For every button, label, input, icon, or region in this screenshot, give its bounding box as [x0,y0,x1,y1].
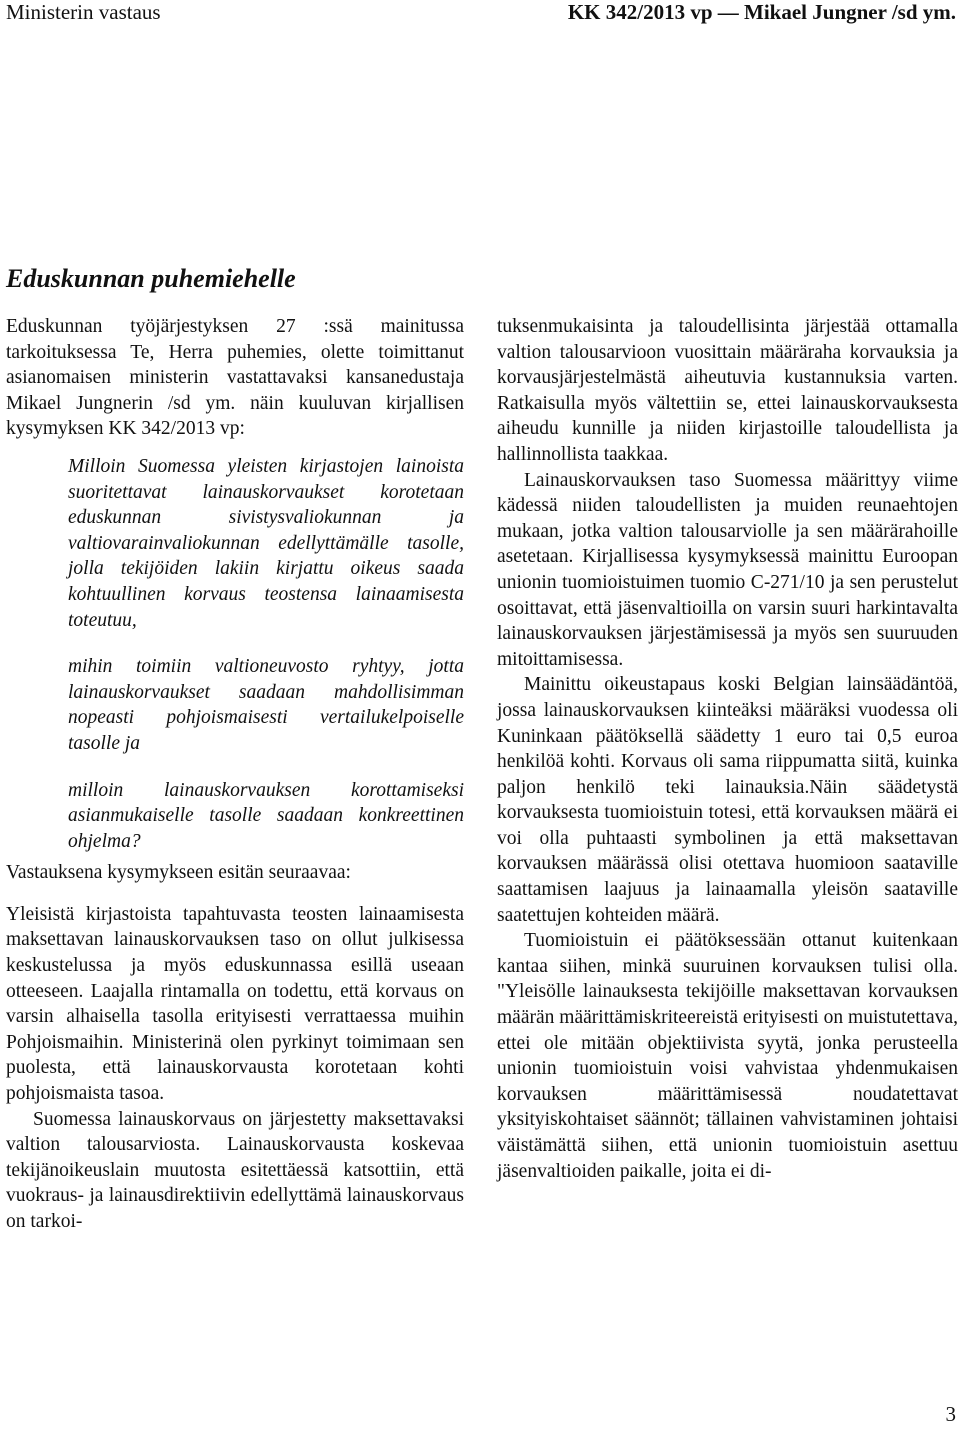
intro-paragraph: Eduskunnan työjärjestyksen 27 :ssä mainitussa tarkoituksessa Te, Herra puhemies, olette toimittanut asianomaisen ministerin vastattavaksi kansanedustaja Mikael Jungnerin /sd ym. näin kuuluvan kirjallisen kysymyksen KK 342/2013 vp: [6,316,464,440]
left-column [6,314,464,1235]
answer-lead: Vastauksena kysymykseen esitän seuraavaa: [6,862,351,884]
right-paragraph-1: tuksenmukaisinta ja taloudellisinta järjestää ottamalla valtion talousarvioon vuosittain määräraha korvauksia ja korvausjärjestelmästä aiheutuvia kustannuksia varten. Ratkaisulla myös vältettiin se, ettei lainauskorvauksesta aiheudu kunnille ja niiden kirjastoille taloudellista ja hallinnollista taakkaa. [497,316,958,465]
answer-paragraph-1: Yleisistä kirjastoista tapahtuvasta teosten lainaamisesta maksettavan lainauskorvauksen taso on ollut julkisessa keskustelussa ja myös eduskunnassa esillä useaan otteeseen. Laajalla rintamalla on todettu, että korvaus on varsin alhaisella tasolla erityisesti verrattaessa muihin Pohjoismaihin. Ministerinä olen pyrkinyt toimimaan sen puolesta, että lainauskorvausta korotetaan kohti pohjoismaista tasoa. [6,903,464,1105]
page-title: Eduskunnan puhemiehelle [6,264,296,293]
right-paragraph-2: Lainauskorvauksen taso Suomessa määrittyy viime kädessä niiden taloudellisten ja muiden reunaehtojen mukaan, jotka valtion talousarviolle ja sen määrärahoille asetetaan. Kirjallisessa kysymyksessä mainittu Euroopan unionin tuomioistuimen tuomio C-271/10 ja sen perustelut osoittavat, että jäsenvaltioilla on varsin suuri harkintavalta lainauskorvauksen järjestämisessä ja myös sen suuruuden mitoittamisessa. [497,469,958,670]
page-number: 3 [945,1402,956,1426]
question-2: mihin toimiin valtioneuvosto ryhtyy, jotta lainauskorvaukset saadaan mahdollisimman nopeasti pohjoismaisesti vertailukelpoiselle tasolle ja [68,656,464,754]
running-header-left: Ministerin vastaus [6,0,161,24]
question-1: Milloin Suomessa yleisten kirjastojen lainoista suoritettavat lainauskorvaukset korotetaan eduskunnan sivistysvaliokunnan ja valtiovarainvaliokunnan edellyttämälle tasolle, jolla tekijöiden lakiin kirjattu oikeus saada kohtuullinen korvaus teostensa lainaamisesta toteutuu, [68,455,464,631]
right-paragraph-3: Mainittu oikeustapaus koski Belgian lainsäädäntöä, jossa lainauskorvauksen kiinteäksi määräksi vuodessa oli Kuninkaan päätöksellä säädetty 1 euro tai 0,5 euroa henkilöä kohti. Korvaus oli sama riippumatta siitä, kuinka paljon henkilö teki lainauksia.Näin säädetystä korvauksesta tuomioistuin totesi, että korvauksen määrä ei voi olla puhtaasti symbolinen ja että maksettavan korvauksen määrässä olisi otettava huomioon saataville saattamisen laajuus ja lainaamalla yleisön saataville saatettujen kohteiden määrä. [497,674,958,926]
answer-paragraph-2: Suomessa lainauskorvaus on järjestetty maksettavaksi valtion talousarviosta. Lainauskorvausta koskevaa tekijänoikeuslain muutosta esitettäessä katsottiin, että vuokraus- ja lainausdirektiivin edellyttämä lainauskorvaus on tarkoi- [6,1108,464,1232]
right-column [497,314,958,1184]
question-block [68,454,464,854]
running-header-right: KK 342/2013 vp — Mikael Jungner /sd ym. [567,0,956,24]
question-3: milloin lainauskorvauksen korottamiseksi asianmukaiselle tasolle saadaan konkreettinen ohjelma? [68,779,464,852]
right-paragraph-4: Tuomioistuin ei päätöksessään ottanut kuitenkaan kantaa siihen, minkä suuruinen korvauksen tulisi olla. "Yleisölle lainauksesta tekijöille maksettavan korvauksen määrän määrittämiskriteereistä erityisesti on muistutettava, ettei ole mitään objektiivista syytä, jonka perusteella unionin tuomioistuin voisi vahvistaa yhdenmukaisen korvauksen määrittämisessä noudatettavat yksityiskohtaiset säännöt; tällainen vahvistaminen johtaisi väistämättä siihen, että unionin tuomioistuin asettuu jäsenvaltioiden paikalle, joita ei di- [497,930,958,1182]
